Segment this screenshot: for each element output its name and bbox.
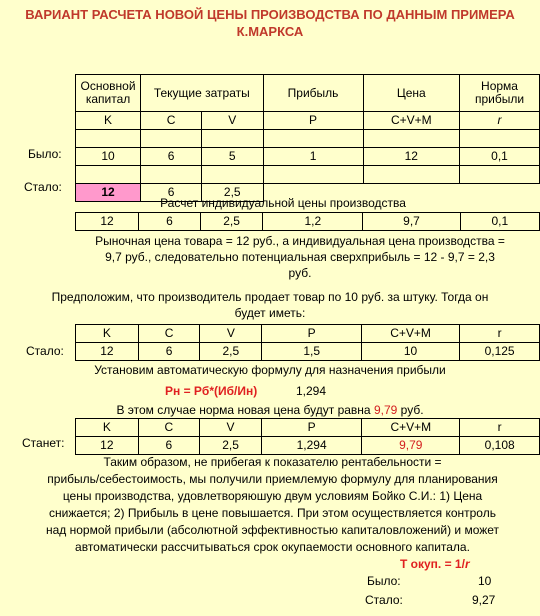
- symbol-cell: P: [262, 325, 362, 343]
- table-row: [76, 343, 540, 361]
- row-label-after: Стало:: [24, 180, 62, 194]
- table-row: [76, 437, 540, 455]
- row-label-after: Стало:: [26, 344, 64, 358]
- table-cell: 1,2: [263, 213, 363, 231]
- conclusion-paragraph: [5, 454, 540, 556]
- symbol-cell: V: [200, 325, 262, 343]
- payback-after-value: 9,27: [472, 593, 496, 607]
- row-label-will-be: Станет:: [22, 436, 65, 450]
- table-cell: 1: [263, 148, 363, 166]
- profit-formula: Рн = Рб*(Иб/Ин): [165, 384, 258, 398]
- paragraph-line: Таким образом, не прибегая к показателю рентабельности =: [103, 455, 442, 469]
- symbol-cell: V: [202, 112, 264, 130]
- empty-cell: [76, 130, 141, 148]
- paragraph-line: руб.: [288, 266, 312, 280]
- individual-price-caption: Расчет индивидуальной цены производства: [160, 196, 406, 210]
- highlighted-cell: 12: [76, 184, 141, 202]
- table-cell: 12: [76, 343, 139, 361]
- scenario-table: [75, 324, 540, 361]
- table-cell: 9,79: [362, 437, 460, 455]
- symbol-cell: r: [460, 325, 540, 343]
- paragraph-line: над нормой прибыли (абсолютной эффективностью капиталовложений) и может: [45, 523, 500, 537]
- sentence-prefix: В этом случае норма новая цена будут равна: [116, 403, 371, 417]
- table-cell: 6: [138, 437, 199, 455]
- symbol-cell: V: [200, 419, 262, 437]
- symbol-cell: C: [138, 325, 200, 343]
- empty-cell: [202, 166, 264, 184]
- table-cell: 6: [141, 148, 202, 166]
- paragraph-line: прибыль/себестоимость, мы получили приемлемую формулу для планирования: [47, 472, 498, 486]
- table-cell: 12: [76, 437, 139, 455]
- empty-cell: [141, 166, 202, 184]
- row-label-before: Было:: [28, 147, 62, 161]
- table-cell: 10: [361, 343, 459, 361]
- symbol-cell: K: [76, 419, 139, 437]
- payback-formula: [400, 557, 470, 571]
- table-cell: 0,125: [460, 343, 540, 361]
- table-cell: 6: [139, 213, 201, 231]
- result-table: [75, 418, 540, 455]
- symbol-cell: C: [141, 112, 202, 130]
- table-cell: 6: [138, 343, 200, 361]
- header-profit-rate: Норма прибыли: [460, 75, 540, 112]
- table-cell: 12: [363, 148, 459, 166]
- empty-cell: [460, 166, 540, 184]
- symbol-cell: r: [460, 419, 540, 437]
- paragraph-line: будет иметь:: [234, 306, 306, 320]
- table-cell: 5: [202, 148, 264, 166]
- payback-before-value: 10: [478, 574, 492, 588]
- page-title: [0, 6, 540, 40]
- paragraph-line: снижается; 2) Прибыль в цене повышается. При этом осуществляется контроль: [49, 506, 496, 520]
- header-capital: Основной капитал: [76, 75, 141, 112]
- header-current-costs: Текущие затраты: [141, 75, 263, 112]
- payback-formula-var: r: [464, 557, 470, 571]
- table-row: [76, 213, 540, 231]
- symbol-cell: P: [263, 112, 363, 130]
- title-line-1: ВАРИАНТ РАСЧЕТА НОВОЙ ЦЕНЫ ПРОИЗВОДСТВА ПО ДАННЫМ ПРИМЕРА: [25, 7, 515, 22]
- symbol-cell: C: [138, 419, 199, 437]
- table-cell: 9,7: [363, 213, 460, 231]
- symbol-cell: K: [76, 325, 139, 343]
- table-cell: 2,5: [200, 437, 262, 455]
- table-cell: 2,5: [202, 184, 264, 202]
- table-cell: 0,1: [460, 148, 540, 166]
- empty-cell: [263, 166, 363, 184]
- symbol-cell: C+V+M: [362, 419, 460, 437]
- title-line-2: К.МАРКСА: [236, 24, 304, 39]
- symbol-cell: C+V+M: [363, 112, 459, 130]
- header-profit: Прибыль: [263, 75, 363, 112]
- empty-cell: [202, 130, 264, 148]
- payback-before-label: Было:: [367, 574, 401, 588]
- symbol-cell: P: [262, 419, 362, 437]
- empty-cell: [363, 166, 459, 184]
- individual-price-table: [75, 212, 540, 231]
- symbol-cell: C+V+M: [361, 325, 459, 343]
- assumption-paragraph: [0, 289, 540, 321]
- table-cell: 1,5: [262, 343, 362, 361]
- table-row-before: [76, 148, 540, 166]
- empty-cell: [76, 166, 141, 184]
- formula-intro: Установим автоматическую формулу для назначения прибыли: [94, 363, 446, 377]
- new-price-value: 9,79: [373, 403, 398, 417]
- table-cell: 12: [76, 213, 139, 231]
- market-price-paragraph: [60, 233, 540, 281]
- empty-cell: [141, 130, 202, 148]
- empty-cell: [460, 130, 540, 148]
- sentence-suffix: руб.: [400, 403, 424, 417]
- table-cell: 10: [76, 148, 141, 166]
- table-cell: 0,108: [460, 437, 540, 455]
- empty-cell: [263, 130, 363, 148]
- paragraph-line: 9,7 руб., следовательно потенциальная сверхприбыль = 12 - 9,7 = 2,3: [105, 250, 495, 264]
- table-cell: 2,5: [200, 343, 262, 361]
- new-price-sentence: [40, 402, 500, 418]
- paragraph-line: цены производства, удовлетворяюшую двум условиям Бойко С.И.: 1) Цена: [62, 489, 483, 503]
- payback-after-label: Стало:: [365, 593, 403, 607]
- table-cell: 0,1: [460, 213, 539, 231]
- formula-value: 1,294: [296, 384, 327, 398]
- paragraph-line: Рыночная цена товара = 12 руб., а индивидуальная цена производства =: [95, 234, 505, 248]
- symbol-cell: K: [76, 112, 141, 130]
- paragraph-line: автоматически рассчитываться срок окупаемости основного капитала.: [75, 540, 470, 554]
- payback-formula-prefix: Т окуп. = 1/: [400, 557, 465, 571]
- symbol-cell: r: [460, 112, 540, 130]
- header-price: Цена: [363, 75, 459, 112]
- table-cell: 6: [141, 184, 202, 202]
- main-table: [75, 74, 540, 202]
- table-cell: 2,5: [200, 213, 262, 231]
- table-cell: 1,294: [262, 437, 362, 455]
- paragraph-line: Предположим, что производитель продает товар по 10 руб. за штуку. Тогда он: [51, 290, 489, 304]
- empty-cell: [363, 130, 459, 148]
